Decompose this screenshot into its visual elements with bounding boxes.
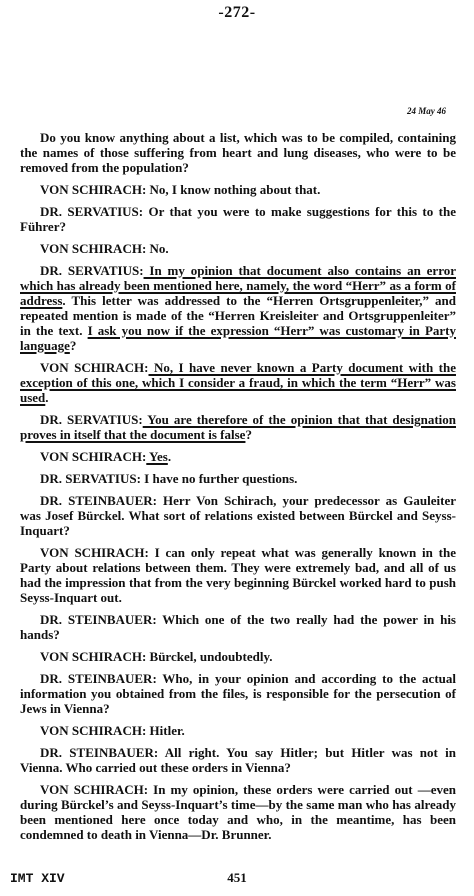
paragraph (20, 649, 456, 664)
paragraph-text: . This letter was addressed to the “Herren Ortsgruppenleiter,” and repeated mention is made of the “Herren Kreisleiter and Ortsgruppenleiter” in the text. (20, 293, 456, 338)
page-number: -272- (218, 4, 256, 21)
paragraph-text: Or that you were to make suggestions for this to the Führer? (20, 204, 456, 234)
transcript-body (20, 130, 456, 849)
speaker: VON SCHIRACH: (40, 649, 147, 664)
paragraph (20, 241, 456, 256)
paragraph (20, 130, 456, 175)
paragraph-text: Who, in your opinion and according to the actual information you obtained from the files, is responsible for the persecution of Jews in Vienna? (20, 671, 456, 716)
speaker: VON SCHIRACH: (40, 182, 147, 197)
paragraph (20, 412, 456, 442)
speaker: DR. STEINBAUER: (40, 612, 157, 627)
speaker: DR. SERVATIUS: (40, 204, 144, 219)
paragraph-text: No. (146, 241, 169, 256)
paragraph-text: Which one of the two really had the power in his hands? (20, 612, 456, 642)
paragraph-text: Hitler. (146, 723, 185, 738)
underlined-text: I ask you now if the expression “Herr” was customary in Party language (20, 323, 456, 353)
speaker: VON SCHIRACH: (40, 360, 149, 375)
paragraph-text: ? (245, 427, 252, 442)
speaker: VON SCHIRACH: (40, 782, 149, 797)
speaker: DR. SERVATIUS: (40, 412, 143, 427)
paragraph (20, 671, 456, 716)
paragraph (20, 493, 456, 538)
underlined-text: You are therefore of the opinion that that designation proves in itself that the document is false (20, 412, 456, 442)
speaker: DR. STEINBAUER: (40, 671, 157, 686)
speaker: DR. STEINBAUER: (40, 493, 157, 508)
paragraph (20, 182, 456, 197)
paragraph-text: Bürckel, undoubtedly. (146, 649, 273, 664)
volume-label: IMT XIV (10, 871, 65, 886)
paragraph-text: No, I know nothing about that. (146, 182, 321, 197)
speaker: DR. SERVATIUS: (40, 263, 144, 278)
underlined-text: In my opinion that document also contains an error which has already been mentioned here, namely, the word “Herr” as a form of address (20, 263, 456, 308)
paragraph (20, 471, 456, 486)
paragraph (20, 782, 456, 842)
underlined-text: No, I have never known a Party document with the exception of this one, which I consider a fraud, in which the term “Herr” was used (20, 360, 456, 405)
paragraph-text: ? (69, 338, 77, 353)
paragraph-text: All right. You say Hitler; but Hitler was not in Vienna. Who carried out these orders in Vienna? (20, 745, 456, 775)
speaker: VON SCHIRACH: (40, 545, 149, 560)
paragraph (20, 612, 456, 642)
paragraph (20, 449, 456, 464)
underlined-text: Yes (146, 449, 168, 464)
paragraph (20, 745, 456, 775)
paragraph (20, 360, 456, 405)
paragraph-text: I can only repeat what was generally known in the Party about relations between them. They were extremely bad, and all of us had the impression that from the very beginning Bürckel worked hard to push Seyss-Inquart out. (20, 545, 456, 605)
speaker: VON SCHIRACH: (40, 723, 147, 738)
paragraph-text: Do you know anything about a list, which was to be compiled, containing the names of those suffering from heart and lung diseases, who were to be removed from the population? (20, 130, 456, 175)
speaker: DR. SERVATIUS: (40, 471, 141, 486)
paragraph (20, 204, 456, 234)
paragraph-text: I have no further questions. (140, 471, 298, 486)
paragraph-text: In my opinion, these orders were carried out —even during Bürckel’s and Seyss-Inquart’s time—by the same man who has already been mentioned here once today and who, in the meantime, has been condemned to death in Vienna—Dr. Brunner. (20, 782, 456, 842)
speaker: DR. STEINBAUER: (40, 745, 159, 760)
paragraph (20, 263, 456, 353)
paragraph (20, 545, 456, 605)
paragraph-text: . (167, 449, 172, 464)
paragraph-text: . (45, 390, 49, 405)
date-stamp: 24 May 46 (407, 106, 446, 116)
speaker: VON SCHIRACH: (40, 449, 147, 464)
paragraph-text: Herr Von Schirach, your predecessor as Gauleiter was Josef Bürckel. What sort of relations existed between Bürckel and Seyss-Inquart? (20, 493, 456, 538)
speaker: VON SCHIRACH: (40, 241, 147, 256)
paragraph (20, 723, 456, 738)
footer-page-number: 451 (227, 870, 247, 885)
